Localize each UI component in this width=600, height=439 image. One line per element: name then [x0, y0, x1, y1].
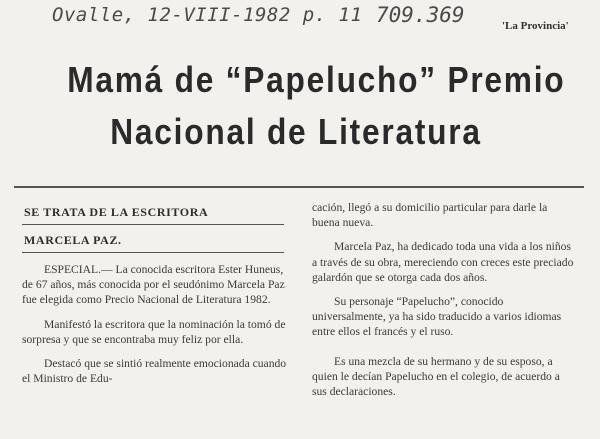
paragraph: Marcela Paz, ha dedicado toda una vida a los niños a través de su obra, mereciendo con creces este preciado galardón que se otorga cada dos años. [312, 240, 574, 284]
top-rule [14, 186, 584, 188]
headline-line-2: Nacional de Literatura [110, 111, 482, 152]
handwritten-number: 709.369 [376, 3, 465, 27]
subhead-2: MARCELA PAZ. [24, 233, 122, 247]
paragraph: Manifestó la escritora que la nominación la tomó de sorpresa y que se encontraba muy feliz por ella. [22, 317, 286, 346]
subhead-rule [22, 224, 284, 225]
headline [67, 54, 566, 158]
paragraph: Su personaje “Papelucho”, conocido universalmente, ya ha sido traducido a varios idiomas entre ellos el francés y el ruso. [312, 295, 562, 339]
newspaper-source: 'La Provincia' [502, 20, 569, 32]
right-column [312, 200, 574, 408]
paragraph: Es una mezcla de su hermano y de su esposo, a quien le decían Papelucho en el colegio, de acuerdo a sus declaraciones. [312, 354, 560, 399]
paragraph: cación, llegó a su domicilio particular para darle la buena nueva. [312, 201, 548, 230]
paragraph: Destacó que se sintió realmente emocionada cuando el Ministro de Edu- [22, 357, 287, 386]
paragraph: ESPECIAL.— La conocida escritora Ester Huneus, de 67 años, más conocida por el seudónimo Marcela Paz fue elegida como Precio Nacional de Literatura 1982. [22, 263, 285, 307]
column-rule [22, 252, 284, 253]
left-column [22, 262, 292, 395]
subhead-1: SE TRATA DE LA ESCRITORA [24, 205, 209, 219]
headline-line-1: Mamá de “Papelucho” Premio [67, 59, 566, 100]
handwritten-annotation: Ovalle, 12-VIII-1982 p. 11 [52, 4, 363, 26]
